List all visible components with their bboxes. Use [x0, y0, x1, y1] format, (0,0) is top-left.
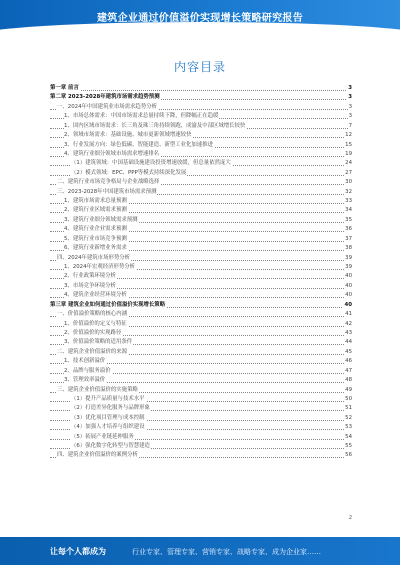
toc-entry[interactable] [50, 169, 352, 178]
toc-entry-label: 一、价值溢价策略的核心内涵 [57, 310, 128, 319]
toc-entry-page: 52 [344, 414, 352, 423]
toc-entry-label: 4、建筑行业细分领域市场需求增速排名 [64, 150, 160, 159]
toc-entry[interactable] [50, 122, 352, 131]
toc-entry-label: （6）强化数字化转型与智慧建造 [71, 442, 151, 451]
toc-entry[interactable] [50, 348, 352, 357]
toc-entry-label: 4、建筑企业经营环境分析 [64, 291, 128, 300]
toc-entry-page: 19 [344, 150, 352, 159]
toc-entry-label: （5）拓展产业链延伸服务 [71, 433, 135, 442]
toc-entry-page: 50 [344, 395, 352, 404]
toc-entry-label: 3、市场竞争环境分析 [64, 282, 117, 291]
toc-entry-page: 55 [344, 442, 352, 451]
toc-entry-page: 30 [344, 178, 352, 187]
toc-entry-page: 15 [344, 141, 352, 150]
toc-entry[interactable] [50, 103, 352, 112]
toc-entry-page: 40 [344, 282, 352, 291]
toc-entry[interactable] [50, 150, 352, 159]
toc-entry[interactable] [50, 357, 352, 366]
toc-entry-label: 1、国内区域市场需求：长三角及珠三角持续领跑，成渝及中部区域增长较快 [64, 122, 246, 131]
toc-entry-page: 12 [344, 131, 352, 140]
toc-entry[interactable] [50, 329, 352, 338]
toc-entry-label: 4、建筑行业企业需求预测 [64, 225, 128, 234]
toc-entry-label: 1、建筑市场需求总量预测 [64, 197, 128, 206]
toc-entry-label: 2、领域市场需求：基础设施、城市更新领域增速较快 [64, 131, 192, 140]
toc-entry-label: 三、2023-2028年中国建筑市场需求预测 [57, 188, 157, 197]
toc-entry[interactable] [50, 282, 352, 291]
toc-entry-page: 54 [344, 433, 352, 442]
toc-dot-leader [50, 90, 352, 91]
toc-entry-page: 32 [344, 188, 352, 197]
toc-entry-page: 41 [344, 310, 352, 319]
toc-entry-page: 39 [344, 263, 352, 272]
toc-entry-page: 7 [348, 122, 352, 131]
toc-entry-page: 40 [344, 272, 352, 281]
toc-entry[interactable] [50, 404, 352, 413]
toc-entry[interactable] [50, 197, 352, 206]
toc-entry-label: 3、管理效率溢价 [64, 376, 106, 385]
toc-entry-page: 27 [344, 169, 352, 178]
toc-entry[interactable] [50, 395, 352, 404]
toc-entry-page: 3 [347, 93, 352, 102]
toc-entry-label: 3、建筑行业细分领域需求预测 [64, 216, 139, 225]
toc-entry[interactable] [50, 376, 352, 385]
toc-entry[interactable] [50, 386, 352, 395]
toc-entry-page: 51 [344, 404, 352, 413]
header-decorative-arc [0, 22, 400, 52]
toc-entry[interactable] [50, 310, 352, 319]
toc-entry-page: 48 [344, 376, 352, 385]
toc-entry[interactable] [50, 338, 352, 347]
toc-entry[interactable] [50, 216, 352, 225]
toc-entry-label: 2、建筑行业区域需求预测 [64, 206, 128, 215]
footer-slogan: 让每个人都成为 [50, 547, 106, 556]
toc-entry-label: （1）提升产品质量与技术水平 [71, 395, 146, 404]
toc-entry-page: 44 [344, 338, 352, 347]
toc-entry-page: 36 [344, 225, 352, 234]
toc-entry-label: 5、建筑行业市场竞争预测 [64, 235, 128, 244]
toc-entry[interactable] [50, 272, 352, 281]
toc-entry-page: 42 [344, 320, 352, 329]
toc-entry[interactable] [50, 414, 352, 423]
toc-entry-label: 1、市场总体需求：中国市场需求总量持续下降，但降幅正在趋缓 [64, 112, 219, 121]
toc-entry-label: 2、品牌与服务溢价 [64, 367, 112, 376]
footer-roles-text: 行业专家、管理专家、营销专家、战略专家、成为企业家…… [132, 548, 321, 556]
toc-entry[interactable] [50, 291, 352, 300]
report-title: 建筑企业通过价值溢价实现增长策略研究报告 [97, 13, 303, 24]
toc-entry-page: 35 [344, 216, 352, 225]
toc-entry-label: 第三章 建筑企业如何通过价值溢价实现增长策略 [50, 301, 166, 310]
toc-entry-label: （2）模式领域：EPC、PPP等模式持续深化发展 [71, 169, 187, 178]
toc-entry[interactable] [50, 84, 352, 93]
toc-entry-page: 3 [348, 103, 352, 112]
table-of-contents [50, 84, 352, 461]
toc-entry-label: （2）打造差异化服务与品牌形象 [71, 404, 151, 413]
toc-entry-label: 四、建筑企业价值溢价的案例分析 [57, 451, 139, 460]
toc-entry-page: 49 [344, 386, 352, 395]
toc-entry[interactable] [50, 433, 352, 442]
toc-entry[interactable] [50, 93, 352, 102]
toc-entry-label: 三、建筑企业价值溢价的实施策略 [57, 386, 139, 395]
toc-entry[interactable] [50, 301, 352, 310]
toc-entry[interactable] [50, 451, 352, 460]
toc-entry-label: 二、建筑企业价值溢价的来源 [57, 348, 128, 357]
toc-entry-page: 40 [344, 291, 352, 300]
toc-entry-page: 45 [344, 348, 352, 357]
toc-entry[interactable] [50, 112, 352, 121]
toc-entry-page: 56 [344, 451, 352, 460]
toc-entry[interactable] [50, 442, 352, 451]
toc-entry-page: 3 [348, 112, 352, 121]
toc-entry-page: 43 [344, 329, 352, 338]
toc-entry-page: 53 [344, 423, 352, 432]
toc-entry[interactable] [50, 141, 352, 150]
report-header-banner [0, 0, 400, 32]
footer-banner [0, 537, 400, 565]
toc-heading: 内容目录 [173, 60, 226, 74]
toc-entry[interactable] [50, 423, 352, 432]
toc-entry-label: 第一章 前言 [50, 84, 80, 93]
toc-entry-label: 1、价值溢价的定义与特征 [64, 320, 128, 329]
toc-entry-page: 24 [344, 159, 352, 168]
toc-entry[interactable] [50, 188, 352, 197]
toc-entry-label: 3、价值溢价策略的适用条件 [64, 338, 133, 347]
toc-entry-label: （3）优化项目管理与成本控制 [71, 414, 146, 423]
toc-entry[interactable] [50, 320, 352, 329]
toc-entry[interactable] [50, 131, 352, 140]
toc-entry-label: 1、2024年宏观经济形势分析 [64, 263, 136, 272]
toc-entry-page: 34 [344, 206, 352, 215]
toc-entry-label: （1）建筑领域：中国基础设施建设投资增速放缓，但总量依然庞大 [71, 159, 232, 168]
toc-entry-page: 39 [344, 254, 352, 263]
toc-entry[interactable] [50, 235, 352, 244]
toc-entry[interactable] [50, 263, 352, 272]
toc-entry-label: 第二章 2023-2028年建筑市场需求趋势预测 [50, 93, 161, 102]
toc-entry[interactable] [50, 178, 352, 187]
toc-entry-page: 33 [344, 197, 352, 206]
toc-entry[interactable] [50, 244, 352, 253]
toc-entry-label: 3、行业发展方向：绿色低碳、智能建造、新型工业化加速推进 [64, 141, 214, 150]
toc-entry-label: 1、技术创新溢价 [64, 357, 106, 366]
toc-entry-label: 2、行业政策环境分析 [64, 272, 117, 281]
toc-entry-label: （4）加强人才培养与组织建设 [71, 423, 146, 432]
toc-entry-label: 一、2024年中国建筑业市场需求趋势分析 [57, 103, 158, 112]
toc-entry-page: 38 [344, 244, 352, 253]
toc-entry[interactable] [50, 225, 352, 234]
toc-entry[interactable] [50, 159, 352, 168]
toc-entry-page: 46 [344, 357, 352, 366]
toc-entry-label: 二、建筑行业市场竞争格局与企业战略选择 [57, 178, 160, 187]
toc-entry[interactable] [50, 367, 352, 376]
page-number: 2 [348, 515, 352, 521]
toc-entry-page: 40 [343, 301, 352, 310]
toc-entry-label: 四、2024年建筑市场形势分析 [57, 254, 131, 263]
toc-entry-label: 2、价值溢价的实现路径 [64, 329, 122, 338]
toc-entry-label: 6、建筑行业新增业务需求 [64, 244, 128, 253]
toc-entry-page: 37 [344, 235, 352, 244]
toc-entry-page: 3 [347, 84, 352, 93]
toc-entry[interactable] [50, 254, 352, 263]
toc-entry[interactable] [50, 206, 352, 215]
toc-entry-page: 47 [344, 367, 352, 376]
